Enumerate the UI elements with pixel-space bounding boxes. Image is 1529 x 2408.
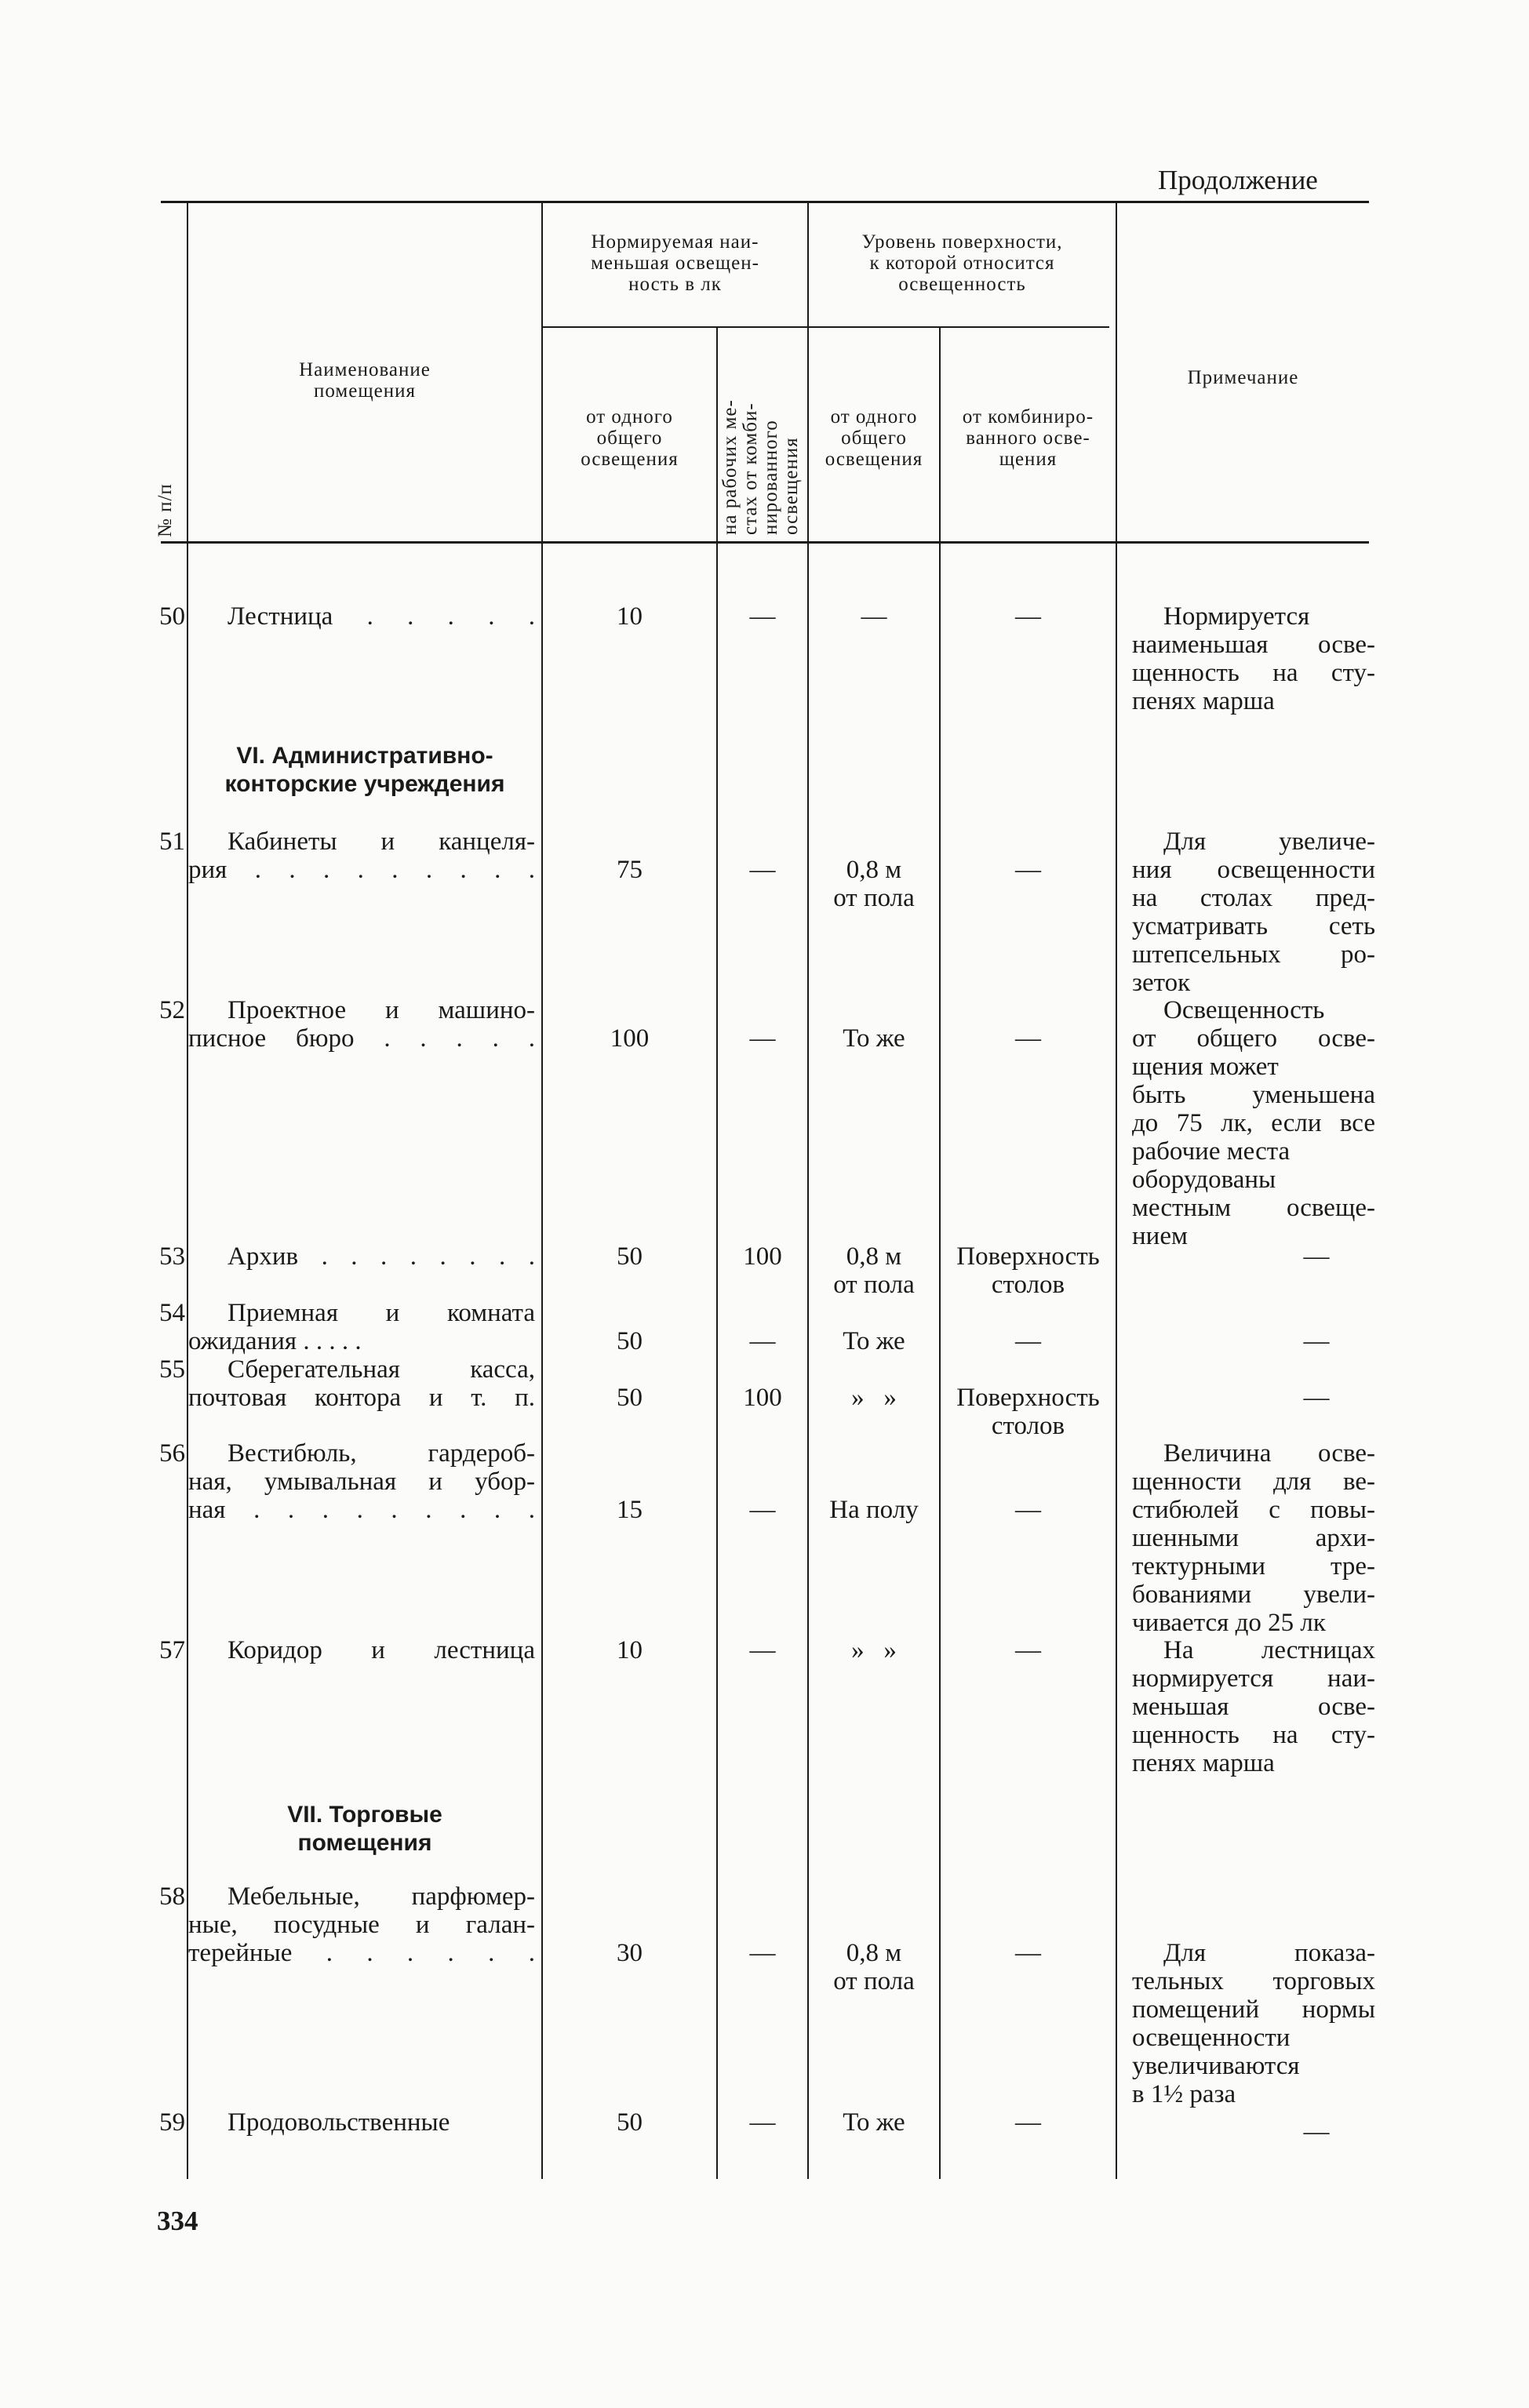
row-level-combined: Поверхность столов (956, 1242, 1100, 1299)
row-lux-general: 75 (617, 856, 643, 884)
row-note: Величина осве- щенности для ве- стибюлей с повы- шенными архи- тектурными тре- бованиями увели- чивается до 25 лк (1132, 1439, 1375, 1637)
col-sep-level-group (1116, 202, 1117, 2179)
header-col-num: № п/п (155, 483, 176, 537)
header-level-general: от одного общего освещения (825, 406, 923, 470)
row-note: — (1303, 2118, 1330, 2146)
section-heading-vi: VI. Административно- конторские учреждения (224, 743, 505, 797)
row-name: Сберегательная касса, почтовая контора и т. п. (188, 1355, 535, 1412)
header-norm-combined: на рабочих ме- стах от комби- нированного освещения (719, 399, 802, 535)
row-level-general: » » (851, 1636, 897, 1664)
row-lux-combined: 100 (743, 1384, 782, 1412)
row-name: Кабинеты и канцеля- рия . . . . . . . . . (188, 828, 535, 884)
row-lux-general: 100 (610, 1024, 650, 1053)
row-lux-general: 50 (617, 1327, 643, 1355)
row-level-general: 0,8 м от пола (833, 1939, 915, 1995)
row-level-combined: — (1015, 602, 1041, 631)
row-note: — (1303, 1242, 1330, 1271)
row-note: — (1303, 1384, 1330, 1412)
row-note: — (1303, 1327, 1330, 1355)
row-level-combined: — (1015, 856, 1041, 884)
continuation-label: Продолжение (1158, 165, 1318, 195)
row-number: 59 (159, 2108, 185, 2137)
row-lux-combined: — (749, 602, 776, 631)
page-number: 334 (157, 2206, 198, 2236)
col-sep-norm-group (807, 202, 809, 2179)
row-level-combined: Поверхность столов (956, 1384, 1100, 1440)
row-name: Продовольственные (228, 2108, 450, 2137)
row-number: 56 (159, 1439, 185, 1468)
row-level-combined: — (1015, 1024, 1041, 1053)
row-number: 57 (159, 1636, 185, 1664)
row-level-combined: — (1015, 1636, 1041, 1664)
row-lux-combined: — (749, 1327, 776, 1355)
row-number: 50 (159, 602, 185, 631)
row-lux-general: 10 (617, 602, 643, 631)
row-level-general: То же (843, 1327, 905, 1355)
row-lux-combined: — (749, 2108, 776, 2137)
row-level-general: 0,8 м от пола (833, 1242, 915, 1299)
row-level-combined: — (1015, 2108, 1041, 2137)
row-note: На лестницах нормируется наи- меньшая осве- щенность на сту- пенях марша (1132, 1636, 1375, 1777)
row-level-combined: — (1015, 1496, 1041, 1524)
header-level-combined: от комбиниро- ванного осве- щения (962, 406, 1094, 470)
row-lux-combined: 100 (743, 1242, 782, 1271)
row-note: Освещенность от общего осве- щения может быть уменьшена до 75 лк, если все рабочие места оборудованы местным освеще- нием (1132, 996, 1375, 1250)
row-level-general: То же (843, 1024, 905, 1053)
row-level-general: На полу (829, 1496, 919, 1524)
header-group-norm: Нормируемая наи- меньшая освещен- ность в лк (591, 231, 759, 295)
row-number: 54 (159, 1299, 185, 1327)
row-level-general: » » (851, 1384, 897, 1412)
row-number: 53 (159, 1242, 185, 1271)
row-lux-combined: — (749, 1636, 776, 1664)
row-number: 51 (159, 828, 185, 856)
row-lux-general: 30 (617, 1939, 643, 1967)
row-name: Приемная и комната ожидания . . . . . (188, 1299, 535, 1355)
row-lux-general: 10 (617, 1636, 643, 1664)
row-number: 55 (159, 1355, 185, 1384)
table-top-rule (161, 201, 1369, 203)
row-level-general: То же (843, 2108, 905, 2137)
row-note: Для показа- тельных торговых помещений нормы освещенности увеличиваются в 1½ раза (1132, 1939, 1375, 2108)
row-level-combined: — (1015, 1327, 1041, 1355)
row-lux-combined: — (749, 1496, 776, 1524)
row-lux-general: 50 (617, 2108, 643, 2137)
row-lux-general: 50 (617, 1384, 643, 1412)
row-name: Архив . . . . . . . . (228, 1242, 535, 1271)
row-name: Проектное и машино- писное бюро . . . . . (188, 996, 535, 1053)
row-level-general: 0,8 м от пола (833, 856, 915, 912)
row-name: Мебельные, парфюмер- ные, посудные и галан- терейные . . . . . . (188, 1882, 535, 1967)
header-group-rule (541, 326, 1109, 328)
row-name: Вестибюль, гардероб- ная, умывальная и убор- ная . . . . . . . . . (188, 1439, 535, 1524)
row-lux-combined: — (749, 1024, 776, 1053)
header-norm-general: от одного общего освещения (581, 406, 679, 470)
row-note: Для увеличе- ния освещенности на столах пред- усматривать сеть штепсельных ро- зеток (1132, 828, 1375, 997)
col-sep-name (541, 202, 543, 2179)
row-number: 52 (159, 996, 185, 1024)
row-lux-combined: — (749, 856, 776, 884)
row-number: 58 (159, 1882, 185, 1911)
row-lux-combined: — (749, 1939, 776, 1967)
header-col-name: Наименование помещения (299, 359, 431, 402)
row-level-general: — (861, 602, 887, 631)
row-name: Коридор и лестница (228, 1636, 535, 1664)
row-lux-general: 15 (617, 1496, 643, 1524)
row-level-combined: — (1015, 1939, 1041, 1967)
header-group-level: Уровень поверхности, к которой относится освещенность (861, 231, 1063, 295)
row-lux-general: 50 (617, 1242, 643, 1271)
row-note: Нормируется наименьшая осве- щенность на сту- пенях марша (1132, 602, 1375, 715)
header-col-note: Примечание (1187, 367, 1299, 388)
section-heading-vii: VII. Торговые помещения (287, 1802, 442, 1856)
header-bottom-rule (161, 541, 1369, 544)
row-name: Лестница . . . . . (228, 602, 535, 631)
